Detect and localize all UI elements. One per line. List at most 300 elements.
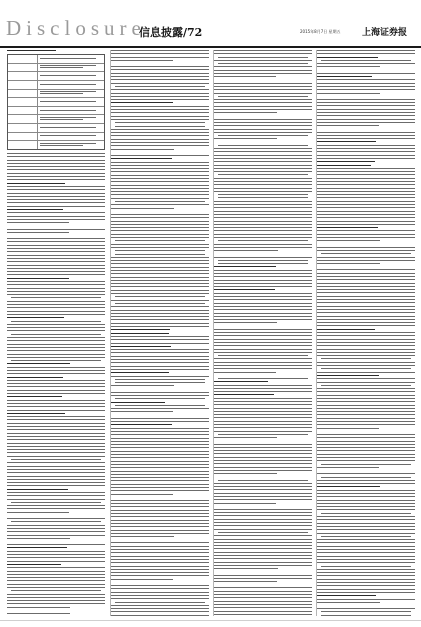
text-line xyxy=(317,181,415,182)
text-line xyxy=(111,605,209,606)
text-line xyxy=(111,257,209,258)
text-line xyxy=(111,434,209,435)
text-line xyxy=(111,372,169,373)
text-line xyxy=(317,240,380,241)
text-line xyxy=(7,367,105,368)
text-line xyxy=(317,53,415,54)
text-line xyxy=(11,459,101,460)
text-line xyxy=(214,473,277,474)
text-line xyxy=(317,119,415,120)
text-line xyxy=(317,559,415,560)
text-line xyxy=(317,352,415,353)
text-line xyxy=(321,368,411,369)
text-line xyxy=(317,289,415,290)
text-line xyxy=(11,321,101,322)
text-line xyxy=(111,615,209,616)
text-line xyxy=(214,335,312,336)
table-cell xyxy=(38,107,104,115)
info-table xyxy=(7,54,105,150)
text-line xyxy=(7,380,105,381)
text-line xyxy=(214,496,312,497)
text-line xyxy=(214,512,312,513)
text-line xyxy=(111,356,209,357)
text-line xyxy=(111,494,173,495)
text-line xyxy=(111,513,209,514)
text-line xyxy=(7,476,105,477)
text-line xyxy=(11,360,101,361)
text-line xyxy=(214,76,276,77)
text-line xyxy=(111,286,209,287)
text-line xyxy=(317,283,415,284)
text-line xyxy=(317,161,375,162)
text-line xyxy=(7,396,62,397)
text-line xyxy=(111,145,209,146)
text-line xyxy=(7,311,105,312)
text-line xyxy=(7,429,105,430)
text-line xyxy=(214,381,268,382)
text-line xyxy=(11,502,101,503)
text-line xyxy=(111,300,209,301)
text-line xyxy=(214,181,312,182)
text-line xyxy=(317,158,415,159)
text-line xyxy=(317,138,415,139)
text-line xyxy=(317,151,415,152)
table-cell xyxy=(8,81,38,89)
text-line xyxy=(7,489,68,490)
text-line xyxy=(111,171,209,172)
table-cell xyxy=(38,141,104,149)
text-line xyxy=(317,115,415,116)
text-line xyxy=(317,184,415,185)
text-line xyxy=(321,513,411,514)
section-name: 信息披露 xyxy=(139,26,183,39)
text-line xyxy=(317,552,415,553)
text-line xyxy=(7,580,105,581)
text-line xyxy=(111,441,209,442)
text-line xyxy=(317,391,415,392)
text-line xyxy=(214,60,312,61)
text-line xyxy=(111,588,209,589)
text-line xyxy=(317,546,415,547)
text-line xyxy=(7,531,105,532)
text-line xyxy=(218,197,308,198)
text-line xyxy=(214,224,312,225)
text-line xyxy=(7,288,105,289)
text-line xyxy=(317,329,375,330)
text-line xyxy=(111,510,209,511)
text-line xyxy=(7,232,69,233)
text-line xyxy=(111,273,209,274)
text-line xyxy=(7,603,105,604)
text-line xyxy=(218,355,308,356)
text-line xyxy=(115,303,205,304)
text-line xyxy=(321,60,411,61)
text-line xyxy=(214,283,312,284)
text-line xyxy=(214,437,277,438)
text-line xyxy=(7,209,63,210)
text-line xyxy=(317,122,415,123)
section-title xyxy=(139,24,202,40)
text-line xyxy=(115,296,205,297)
text-line xyxy=(214,467,312,468)
text-line xyxy=(214,273,312,274)
text-line xyxy=(111,526,209,527)
text-line xyxy=(321,566,411,567)
text-line xyxy=(317,444,415,445)
text-line xyxy=(317,608,415,609)
text-line xyxy=(214,286,312,287)
text-line xyxy=(111,267,209,268)
text-line xyxy=(111,346,171,347)
text-line xyxy=(7,377,63,378)
text-line xyxy=(214,499,312,500)
text-line xyxy=(111,477,209,478)
text-line xyxy=(317,89,415,90)
text-line xyxy=(214,342,312,343)
text-line xyxy=(317,599,415,600)
text-line xyxy=(111,277,209,278)
text-line xyxy=(111,362,209,363)
text-line xyxy=(317,486,380,487)
text-line xyxy=(111,366,209,367)
text-line xyxy=(321,536,411,537)
text-line xyxy=(115,86,205,87)
text-line xyxy=(7,613,70,614)
text-line xyxy=(214,319,312,320)
text-line xyxy=(214,306,312,307)
text-line xyxy=(111,352,209,353)
text-line xyxy=(7,561,105,562)
text-line xyxy=(111,333,169,334)
text-line xyxy=(214,565,312,566)
text-line xyxy=(111,306,209,307)
text-line xyxy=(7,241,105,242)
text-line xyxy=(317,345,415,346)
text-line xyxy=(7,304,105,305)
text-line xyxy=(214,562,312,563)
text-line xyxy=(317,519,415,520)
text-line xyxy=(317,148,415,149)
text-line xyxy=(7,163,105,164)
text-line xyxy=(317,286,415,287)
text-line xyxy=(317,529,415,530)
text-line xyxy=(317,582,415,583)
text-line xyxy=(7,271,105,272)
text-line xyxy=(214,102,312,103)
table-cell xyxy=(38,124,104,132)
text-line xyxy=(7,337,105,338)
text-line xyxy=(317,542,415,543)
text-line xyxy=(111,247,209,248)
text-line xyxy=(7,400,105,401)
text-line xyxy=(218,240,308,241)
text-line xyxy=(111,408,209,409)
text-line xyxy=(40,84,96,85)
text-line xyxy=(317,263,380,264)
text-line xyxy=(111,132,209,133)
text-line xyxy=(214,417,312,418)
text-line xyxy=(7,456,105,457)
text-line xyxy=(111,57,209,58)
text-line xyxy=(214,266,276,267)
text-line xyxy=(7,153,105,154)
text-line xyxy=(7,291,105,292)
text-line xyxy=(317,99,415,100)
text-line xyxy=(317,299,415,300)
text-line xyxy=(214,329,312,330)
text-line xyxy=(111,536,174,537)
text-line xyxy=(111,283,209,284)
text-line xyxy=(111,611,209,612)
text-line xyxy=(214,234,312,235)
text-line xyxy=(111,270,209,271)
text-line xyxy=(7,449,105,450)
text-line xyxy=(111,102,173,103)
text-line xyxy=(111,263,209,264)
text-line xyxy=(7,176,105,177)
text-line xyxy=(214,227,312,228)
text-line xyxy=(317,174,415,175)
text-line xyxy=(111,313,209,314)
text-line xyxy=(7,340,105,341)
text-line xyxy=(111,99,209,100)
text-line xyxy=(7,597,105,598)
text-line xyxy=(317,569,415,570)
text-line xyxy=(7,212,105,213)
text-line xyxy=(7,347,105,348)
text-line xyxy=(218,145,308,146)
text-line xyxy=(214,444,312,445)
text-line xyxy=(111,139,209,140)
text-line xyxy=(7,512,69,513)
text-line xyxy=(40,67,84,68)
text-line xyxy=(115,382,205,383)
text-line xyxy=(111,428,209,429)
text-line xyxy=(111,569,209,570)
text-line xyxy=(214,339,312,340)
text-line xyxy=(317,306,415,307)
text-line xyxy=(115,405,205,406)
text-line xyxy=(317,355,415,356)
text-line xyxy=(214,280,312,281)
text-line xyxy=(317,473,415,474)
text-line xyxy=(7,393,105,394)
text-line xyxy=(214,299,312,300)
text-line xyxy=(214,483,312,484)
text-line xyxy=(214,247,312,248)
newspaper-logo: 上海证券报 xyxy=(362,28,408,38)
text-line xyxy=(214,184,312,185)
text-line xyxy=(40,93,84,94)
text-line xyxy=(317,362,415,363)
text-line xyxy=(214,244,312,245)
text-line xyxy=(111,480,209,481)
text-line xyxy=(111,523,209,524)
text-line xyxy=(111,208,174,209)
text-line xyxy=(7,179,105,180)
text-line xyxy=(218,532,308,533)
text-line xyxy=(317,105,415,106)
text-line xyxy=(214,401,312,402)
text-line xyxy=(7,301,105,302)
text-line xyxy=(7,577,105,578)
text-line xyxy=(40,119,84,120)
text-line xyxy=(111,224,209,225)
text-line xyxy=(214,460,312,461)
text-line xyxy=(317,73,415,74)
text-line xyxy=(111,96,209,97)
text-line xyxy=(214,535,312,536)
text-line xyxy=(111,359,209,360)
text-line xyxy=(7,199,105,200)
text-line xyxy=(7,317,64,318)
text-line xyxy=(111,198,209,199)
text-line xyxy=(7,495,105,496)
text-line xyxy=(214,575,312,576)
text-line xyxy=(317,316,415,317)
text-line xyxy=(111,343,209,344)
text-line xyxy=(111,60,173,61)
text-line xyxy=(214,138,277,139)
text-line xyxy=(214,257,312,258)
text-line xyxy=(111,376,209,377)
text-line xyxy=(317,595,376,596)
text-line xyxy=(317,227,378,228)
text-line xyxy=(7,219,105,220)
text-line xyxy=(7,482,105,483)
text-line xyxy=(111,53,209,54)
text-line xyxy=(115,201,205,202)
text-line xyxy=(317,375,379,376)
text-line xyxy=(317,125,379,126)
text-line xyxy=(7,324,105,325)
text-line xyxy=(111,217,209,218)
text-line xyxy=(214,519,312,520)
text-line xyxy=(111,598,209,599)
text-line xyxy=(214,515,312,516)
text-line xyxy=(317,141,376,142)
text-line xyxy=(7,206,105,207)
text-line xyxy=(317,372,415,373)
text-line xyxy=(11,590,101,591)
text-line xyxy=(321,611,411,612)
text-line xyxy=(317,549,415,550)
text-line xyxy=(40,101,96,102)
table-row xyxy=(8,72,104,81)
text-line xyxy=(317,523,415,524)
text-line xyxy=(7,485,105,486)
text-line xyxy=(111,323,209,324)
text-line xyxy=(7,222,69,223)
text-line xyxy=(7,216,105,217)
text-line xyxy=(7,344,105,345)
table-caption xyxy=(7,50,56,51)
text-line xyxy=(111,188,209,189)
text-line xyxy=(111,112,209,113)
text-line xyxy=(218,434,308,435)
text-line xyxy=(7,294,105,295)
text-line xyxy=(317,480,415,481)
text-line xyxy=(321,253,411,254)
text-line xyxy=(317,135,415,136)
text-line xyxy=(7,278,69,279)
text-line xyxy=(7,538,70,539)
text-line xyxy=(218,174,308,175)
text-line xyxy=(111,506,209,507)
text-line xyxy=(115,379,205,380)
text-line xyxy=(317,319,415,320)
text-line xyxy=(7,551,105,552)
text-line xyxy=(214,237,312,238)
text-line xyxy=(7,370,105,371)
text-line xyxy=(7,446,105,447)
text-line xyxy=(317,483,415,484)
text-line xyxy=(317,388,415,389)
text-line xyxy=(7,505,105,506)
article-columns xyxy=(7,50,415,616)
text-line xyxy=(7,363,70,364)
text-line xyxy=(115,602,205,603)
text-line xyxy=(218,480,308,481)
text-line xyxy=(214,594,312,595)
text-line xyxy=(7,528,105,529)
table-row xyxy=(8,107,104,116)
text-line xyxy=(214,313,312,314)
text-line xyxy=(111,185,209,186)
text-line xyxy=(111,608,209,609)
text-line xyxy=(111,385,174,386)
text-line xyxy=(40,145,84,146)
text-line xyxy=(111,293,209,294)
text-line xyxy=(7,350,105,351)
text-line xyxy=(40,110,96,111)
text-line xyxy=(214,73,312,74)
text-line xyxy=(214,178,312,179)
table-row xyxy=(8,133,104,142)
text-line xyxy=(317,575,415,576)
text-line xyxy=(214,230,312,231)
text-line xyxy=(321,464,411,465)
text-line xyxy=(317,342,415,343)
text-line xyxy=(111,566,209,567)
text-line xyxy=(40,75,96,76)
text-line xyxy=(317,66,380,67)
text-line xyxy=(7,386,105,387)
text-line xyxy=(214,86,312,87)
text-line xyxy=(111,395,209,396)
text-line xyxy=(214,276,312,277)
text-line xyxy=(317,57,378,58)
text-line xyxy=(111,402,165,403)
text-line xyxy=(317,269,415,270)
text-line xyxy=(111,310,209,311)
text-line xyxy=(7,245,105,246)
table-cell xyxy=(8,55,38,63)
text-line xyxy=(111,162,209,163)
text-line xyxy=(111,471,209,472)
text-line xyxy=(214,191,312,192)
text-line xyxy=(214,447,312,448)
text-line xyxy=(317,207,415,208)
table-cell xyxy=(38,72,104,80)
text-line xyxy=(317,86,415,87)
text-line xyxy=(111,349,209,350)
text-line xyxy=(7,160,105,161)
text-line xyxy=(214,453,312,454)
text-line xyxy=(218,63,308,64)
text-line xyxy=(7,166,105,167)
text-line xyxy=(214,221,312,222)
